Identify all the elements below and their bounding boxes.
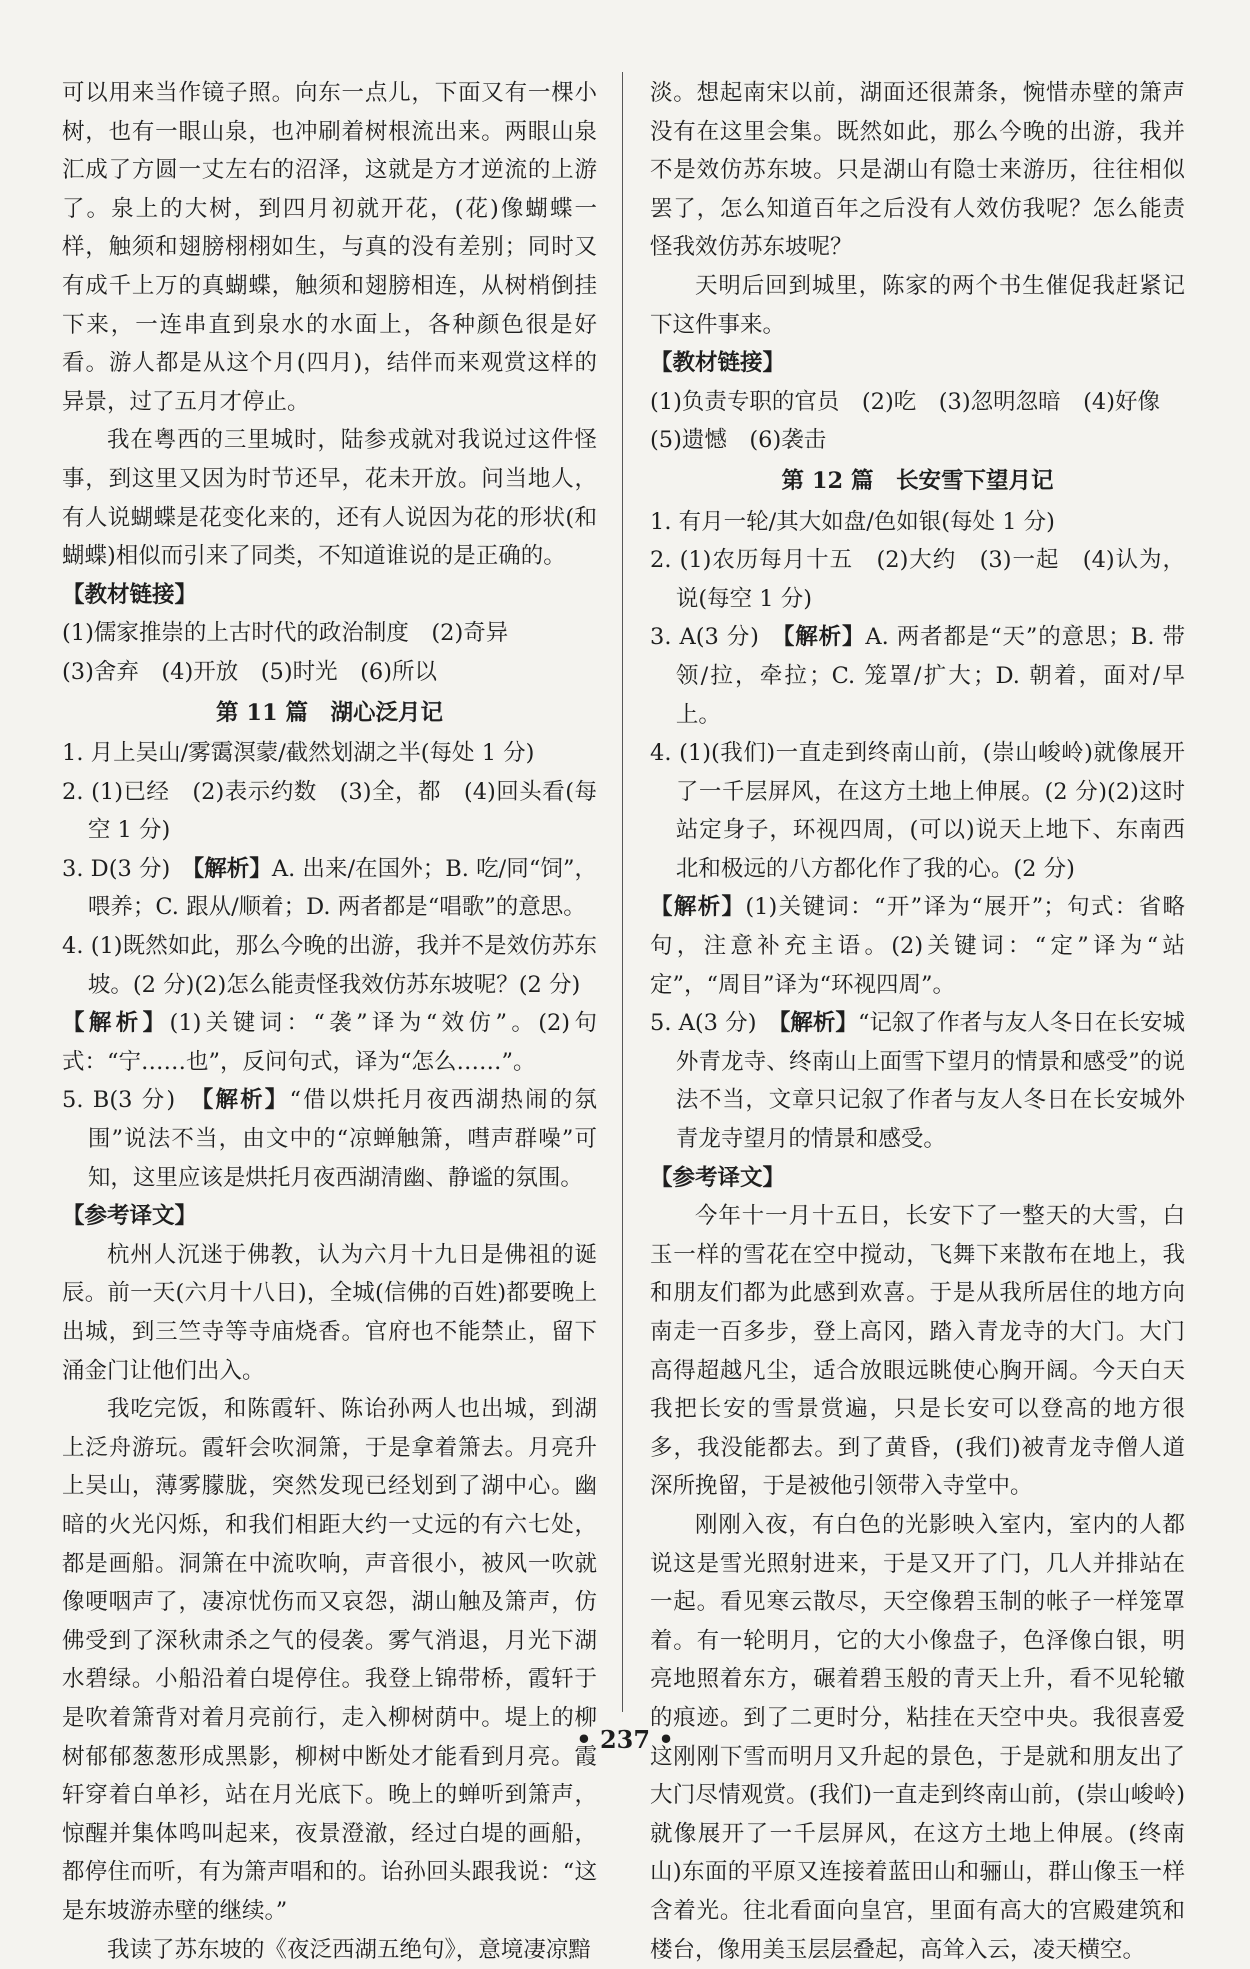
section-title-11: 第 11 篇 湖心泛月记 — [62, 694, 597, 733]
analysis-4 — [62, 1004, 597, 1081]
column-divider — [622, 72, 623, 1712]
analysis-body: A. 出来/在国外；B. 吃/同“饲”，喂养；C. 跟从/顺着；D. 两者都是“唱歌”的意思。 — [88, 856, 597, 921]
answer-2: 2. (1)农历每月十五 (2)大约 (3)一起 (4)认为，说(每空 1 分) — [650, 541, 1185, 618]
translation-para: 我读了苏东坡的《夜泛西湖五绝句》，意境凄凉黯 — [62, 1931, 597, 1969]
page-number: • 237 • — [0, 1725, 1250, 1754]
analysis-tag: 【解析】 — [193, 856, 272, 882]
analysis-tag: 【解析】 — [202, 1087, 289, 1113]
answer-1: 1. 月上吴山/雾霭溟蒙/截然划湖之半(每处 1 分) — [62, 734, 597, 773]
answer-2: 2. (1)已经 (2)表示约数 (3)全，都 (4)回头看(每空 1 分) — [62, 773, 597, 850]
section-title-12: 第 12 篇 长安雪下望月记 — [650, 462, 1185, 501]
analysis-body: (1)关键词：“开”译为“展开”；句式：省略句，注意补充主语。(2)关键词：“定”译为“站定”，“周目”译为“环视四周”。 — [650, 894, 1185, 997]
translation-para: 刚刚入夜，有白色的光影映入室内，室内的人都说这是雪光照射进来，于是又开了门，几人并排站在一起。看见寒云散尽，天空像碧玉制的帐子一样笼罩着。有一轮明月，它的大小像盘子，色泽像白银，明亮地照着东方，碾着碧玉般的青天上升，看不见轮辙的痕迹。到了二更时分，粘挂在天空中央。我很喜爱这刚刚下雪而明月又升起的景色，于是就和朋友出了大门尽情观赏。(我们)一直走到终南山前，(崇山峻岭)就像展开了一千层屏风，在这方土地上伸展。(终南山)东面的平原又连接着蓝田山和骊山，群山像玉一样含着光。往北看面向皇宫，里面有高大的宫殿建筑和楼台，像用美玉层层叠起，高耸入云，凌天横空。 — [650, 1506, 1185, 1969]
answer-head: 3. D(3 分) — [62, 856, 193, 882]
translation-para: 我吃完饭，和陈霞轩、陈诒孙两人也出城，到湖上泛舟游玩。霞轩会吹洞箫，于是拿着箫去。月亮升上吴山，薄雾朦胧，突然发现已经划到了湖中心。幽暗的火光闪烁，和我们相距大约一丈远的有六七处，都是画船。洞箫在中流吹响，声音很小，被风一吹就像哽咽声了，凄凉忧伤而又哀怨，湖山触及箫声，仿佛受到了深秋肃杀之气的侵袭。雾气消退，月光下湖水碧绿。小船沿着白堤停住。我登上锦带桥，霞轩于是吹着箫背对着月亮前行，走入柳树荫中。堤上的柳树郁郁葱葱形成黑影，柳树中断处才能看到月亮。霞轩穿着白单衫，站在月光底下。晚上的蝉听到箫声，惊醒并集体鸣叫起来，夜景澄澈，经过白堤的画船，都停住而听，有为箫声唱和的。诒孙回头跟我说：“这是东坡游赤壁的继续。” — [62, 1390, 597, 1930]
left-column — [62, 74, 597, 1969]
right-column — [650, 74, 1185, 1969]
analysis-tag: 【解析】 — [62, 1010, 170, 1036]
link-line: (1)负责专职的官员 (2)吃 (3)忽明忽暗 (4)好像 — [650, 383, 1185, 422]
analysis-body: “记叙了作者与友人冬日在长安城外青龙寺、终南山上面雪下望月的情景和感受”的说法不当，文章只记叙了作者与友人冬日在长安城外青龙寺望月的情景和感受。 — [676, 1010, 1185, 1152]
section-tag: 【参考译文】 — [650, 1159, 1185, 1198]
text-para: 可以用来当作镜子照。向东一点儿，下面又有一棵小树，也有一眼山泉，也冲刷着树根流出来。两眼山泉汇成了方圆一丈左右的沼泽，这就是方才逆流的上游了。泉上的大树，到四月初就开花，(花)像蝴蝶一样，触须和翅膀栩栩如生，与真的没有差别；同时又有成千上万的真蝴蝶，触须和翅膀相连，从树梢倒挂下来，一连串直到泉水的水面上，各种颜色很是好看。游人都是从这个月(四月)，结伴而来观赏这样的异景，过了五月才停止。 — [62, 74, 597, 421]
section-tag: 【教材链接】 — [650, 344, 1185, 383]
answer-5 — [650, 1004, 1185, 1158]
analysis-body: A. 两者都是“天”的意思；B. 带领/拉，牵拉；C. 笼罩/扩大；D. 朝着，面对/早上。 — [676, 624, 1185, 727]
answer-4: 4. (1)(我们)一直走到终南山前，(崇山峻岭)就像展开了一千层屏风，在这方土地上伸展。(2 分)(2)这时站定身子，环视四周，(可以)说天上地下、东南西北和极远的八方都化作了我的心。(2 分) — [650, 734, 1185, 888]
section-tag: 【参考译文】 — [62, 1197, 597, 1236]
analysis-tag: 【解析】 — [650, 894, 745, 920]
translation-para: 天明后回到城里，陈家的两个书生催促我赶紧记下这件事来。 — [650, 267, 1185, 344]
analysis-tag: 【解析】 — [783, 624, 865, 650]
answer-head: 3. A(3 分) — [650, 624, 783, 650]
answer-5 — [62, 1081, 597, 1197]
section-tag: 【教材链接】 — [62, 576, 597, 615]
answer-3 — [650, 618, 1185, 734]
answer-1: 1. 有月一轮/其大如盘/色如银(每处 1 分) — [650, 503, 1185, 542]
analysis-tag: 【解析】 — [779, 1010, 858, 1036]
analysis-body: “借以烘托月夜西湖热闹的氛围”说法不当，由文中的“凉蝉触箫，嘒声群噪”可知，这里应该是烘托月夜西湖清幽、静谧的氛围。 — [88, 1087, 597, 1190]
analysis-body: (1)关键词：“袭”译为“效仿”。(2)句式：“宁……也”，反问句式，译为“怎么……”。 — [62, 1010, 597, 1075]
link-line: (1)儒家推崇的上古时代的政治制度 (2)奇异 — [62, 614, 597, 653]
translation-para: 杭州人沉迷于佛教，认为六月十九日是佛祖的诞辰。前一天(六月十八日)，全城(信佛的百姓)都要晚上出城，到三竺寺等寺庙烧香。官府也不能禁止，留下涌金门让他们出入。 — [62, 1236, 597, 1390]
text-para: 我在粤西的三里城时，陆参戎就对我说过这件怪事，到这里又因为时节还早，花未开放。问当地人，有人说蝴蝶是花变化来的，还有人说因为花的形状(和蝴蝶)相似而引来了同类，不知道谁说的是正确的。 — [62, 421, 597, 575]
translation-para: 今年十一月十五日，长安下了一整天的大雪，白玉一样的雪花在空中搅动，飞舞下来散布在地上，我和朋友们都为此感到欢喜。于是从我所居住的地方向南走一百多步，登上高冈，踏入青龙寺的大门。大门高得超越凡尘，适合放眼远眺使心胸开阔。今天白天我把长安的雪景赏遍，只是长安可以登高的地方很多，我没能都去。到了黄昏，(我们)被青龙寺僧人道深所挽留，于是被他引领带入寺堂中。 — [650, 1197, 1185, 1506]
answer-head: 5. B(3 分) — [62, 1087, 202, 1113]
answer-3 — [62, 850, 597, 927]
link-line: (5)遗憾 (6)袭击 — [650, 421, 1185, 460]
answer-4: 4. (1)既然如此，那么今晚的出游，我并不是效仿苏东坡。(2 分)(2)怎么能责怪我效仿苏东坡呢？(2 分) — [62, 927, 597, 1004]
translation-para: 淡。想起南宋以前，湖面还很萧条，惋惜赤壁的箫声没有在这里会集。既然如此，那么今晚的出游，我并不是效仿苏东坡。只是湖山有隐士来游历，往往相似罢了，怎么知道百年之后没有人效仿我呢？怎么能责怪我效仿苏东坡呢？ — [650, 74, 1185, 267]
answer-head: 5. A(3 分) — [650, 1010, 779, 1036]
link-line: (3)舍弃 (4)开放 (5)时光 (6)所以 — [62, 653, 597, 692]
analysis-4 — [650, 888, 1185, 1004]
